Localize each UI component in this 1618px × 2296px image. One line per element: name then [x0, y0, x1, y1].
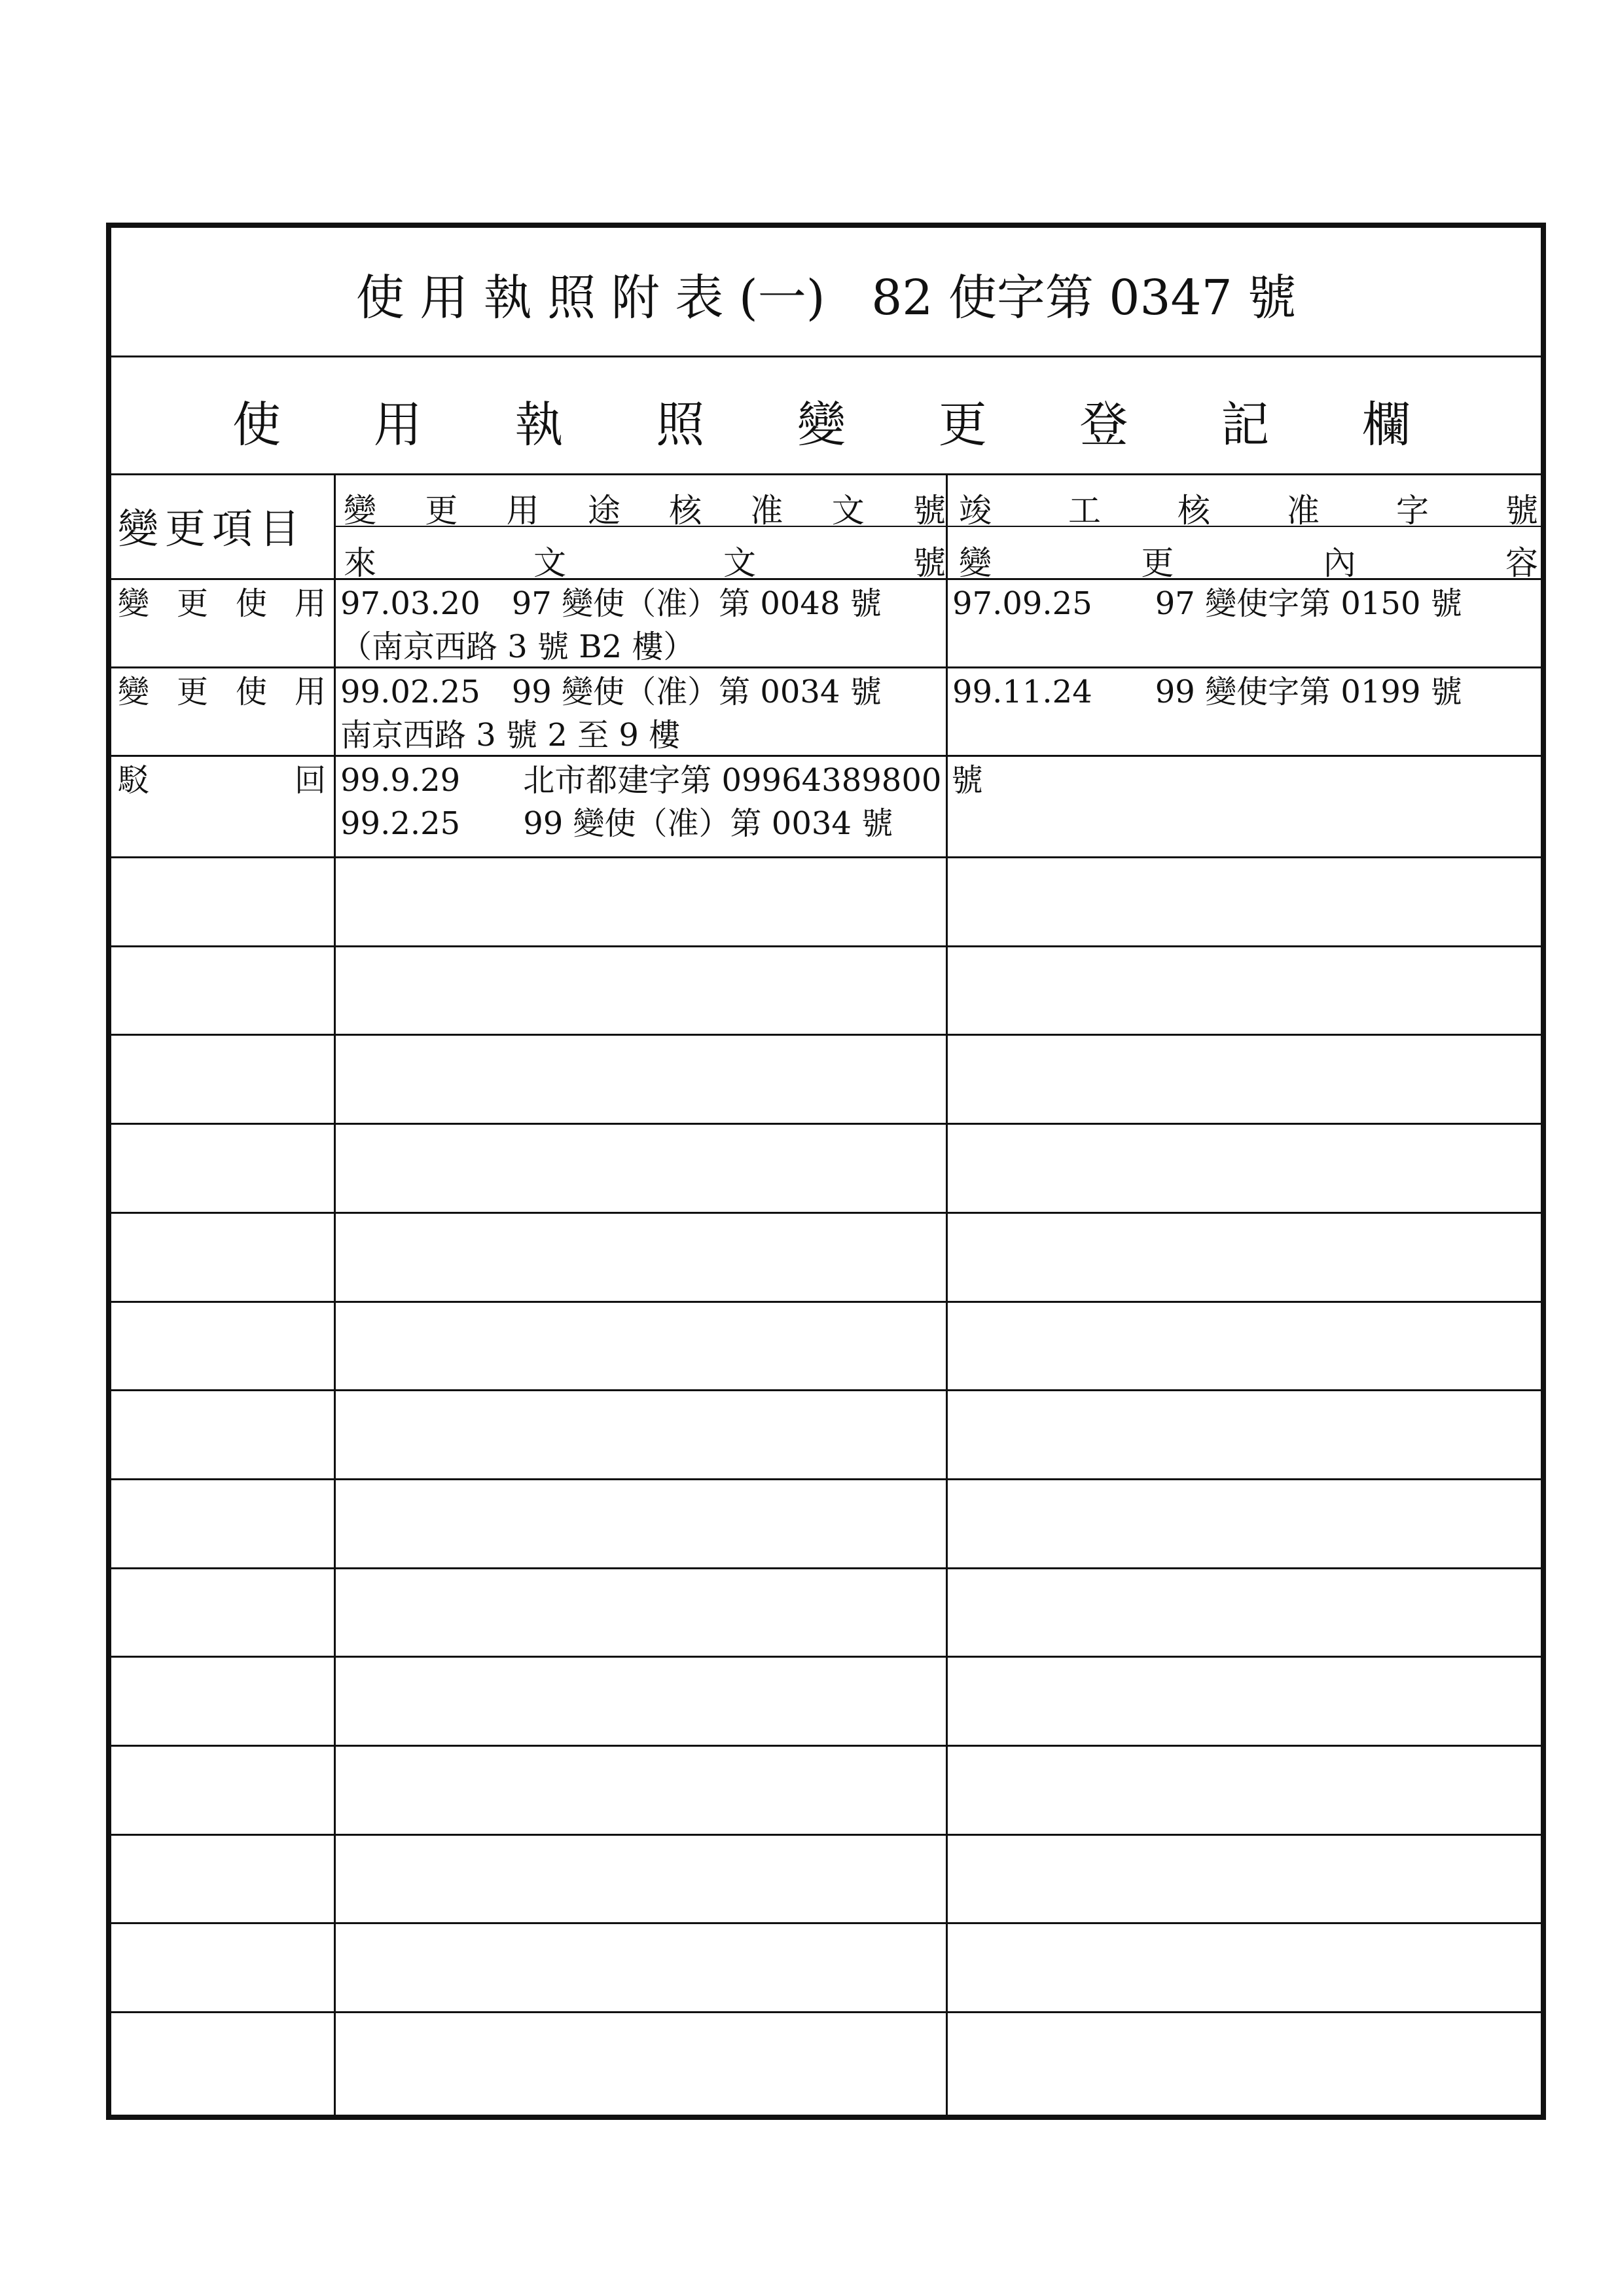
row-change-item-char: 使	[235, 674, 267, 710]
row-divider	[111, 1656, 1541, 1658]
header-char: 號	[913, 544, 946, 582]
row-divider	[111, 1034, 1541, 1036]
row-divider	[111, 856, 1541, 858]
row-divider	[111, 1922, 1541, 1924]
row-change-item-char: 使	[235, 585, 267, 622]
approval-line: （南京西路 3 號 B2 樓）	[340, 629, 695, 665]
row-approval-text	[340, 670, 882, 757]
header-inner-divider	[334, 526, 1541, 527]
header-completion-number	[959, 484, 1538, 532]
section-title-char: 登	[1079, 397, 1128, 453]
row-change-item-char: 更	[176, 585, 208, 622]
row-divider	[111, 755, 1541, 757]
row-change-item	[118, 759, 326, 802]
header-char: 內	[1323, 544, 1356, 582]
row-divider	[111, 1123, 1541, 1125]
header-change-item: 變更項目	[118, 505, 307, 553]
header-char: 文	[533, 544, 566, 582]
header-divider	[111, 578, 1541, 580]
header-char: 核	[669, 492, 702, 530]
header-char: 變	[959, 544, 992, 582]
row-divider	[111, 1212, 1541, 1214]
header-change-content	[959, 537, 1538, 584]
header-source-number	[344, 537, 946, 584]
row-divider	[111, 1567, 1541, 1569]
row-divider	[111, 666, 1541, 668]
row-divider	[111, 1478, 1541, 1480]
approval-line: 南京西路 3 號 2 至 9 樓	[340, 717, 681, 754]
row-change-item-char: 用	[294, 585, 326, 622]
approval-line: 97.03.20 97 變使（准）第 0048 號	[340, 585, 882, 622]
row-approval-text	[340, 759, 983, 845]
form-title-prefix: 使 用 執 照 附 表 (一)	[355, 270, 825, 326]
title-divider	[111, 355, 1541, 357]
section-title	[232, 386, 1411, 456]
row-change-item-char: 變	[118, 674, 150, 710]
subtitle-divider	[111, 473, 1541, 475]
header-char: 途	[587, 492, 620, 530]
row-completion-text	[952, 670, 1462, 714]
header-char: 號	[912, 492, 946, 530]
header-char: 工	[1068, 492, 1101, 530]
header-char: 文	[831, 492, 865, 530]
section-title-char: 用	[373, 397, 422, 453]
header-char: 用	[506, 492, 539, 530]
section-title-char: 執	[514, 397, 564, 453]
row-approval-text	[340, 582, 882, 668]
row-divider	[111, 1301, 1541, 1303]
row-completion-text	[952, 582, 1462, 625]
header-char: 變	[344, 492, 376, 530]
row-divider	[111, 1389, 1541, 1391]
section-title-char: 記	[1221, 397, 1270, 453]
header-char: 准	[1287, 492, 1320, 530]
row-divider	[111, 1745, 1541, 1747]
completion-line: 97.09.25 97 變使字第 0150 號	[952, 585, 1462, 622]
header-char: 文	[723, 544, 756, 582]
column-divider-2	[946, 473, 948, 2115]
completion-line: 99.11.24 99 變使字第 0199 號	[952, 674, 1462, 710]
form-title	[111, 259, 1541, 329]
row-divider	[111, 2011, 1541, 2013]
header-char: 更	[425, 492, 458, 530]
row-change-item-char: 更	[176, 674, 208, 710]
header-char: 竣	[959, 492, 992, 530]
license-change-form	[106, 223, 1546, 2120]
section-title-char: 欄	[1362, 397, 1411, 453]
license-number: 82 使字第 0347 號	[871, 270, 1297, 326]
header-approval-number	[344, 484, 946, 532]
section-title-char: 使	[232, 397, 281, 453]
approval-line: 99.9.29 北市都建字第 09964389800 號	[340, 762, 983, 799]
row-change-item	[118, 670, 326, 714]
header-char: 准	[750, 492, 783, 530]
column-divider-1	[334, 473, 336, 2115]
row-change-item-char: 用	[294, 674, 326, 710]
header-char: 來	[344, 544, 376, 582]
approval-line: 99.2.25 99 變使（准）第 0034 號	[340, 805, 893, 842]
approval-line: 99.02.25 99 變使（准）第 0034 號	[340, 674, 882, 710]
header-char: 容	[1505, 544, 1538, 582]
row-change-item-char: 變	[118, 585, 150, 622]
row-divider	[111, 1834, 1541, 1836]
row-divider	[111, 945, 1541, 947]
header-char: 號	[1505, 492, 1538, 530]
row-change-item	[118, 582, 326, 625]
row-change-item-char: 駁	[118, 762, 150, 799]
section-title-char: 照	[656, 397, 705, 453]
section-title-char: 變	[797, 397, 846, 453]
header-char: 更	[1141, 544, 1174, 582]
header-char: 字	[1396, 492, 1429, 530]
row-change-item-char: 回	[294, 762, 326, 799]
section-title-char: 更	[938, 397, 987, 453]
header-char: 核	[1178, 492, 1210, 530]
